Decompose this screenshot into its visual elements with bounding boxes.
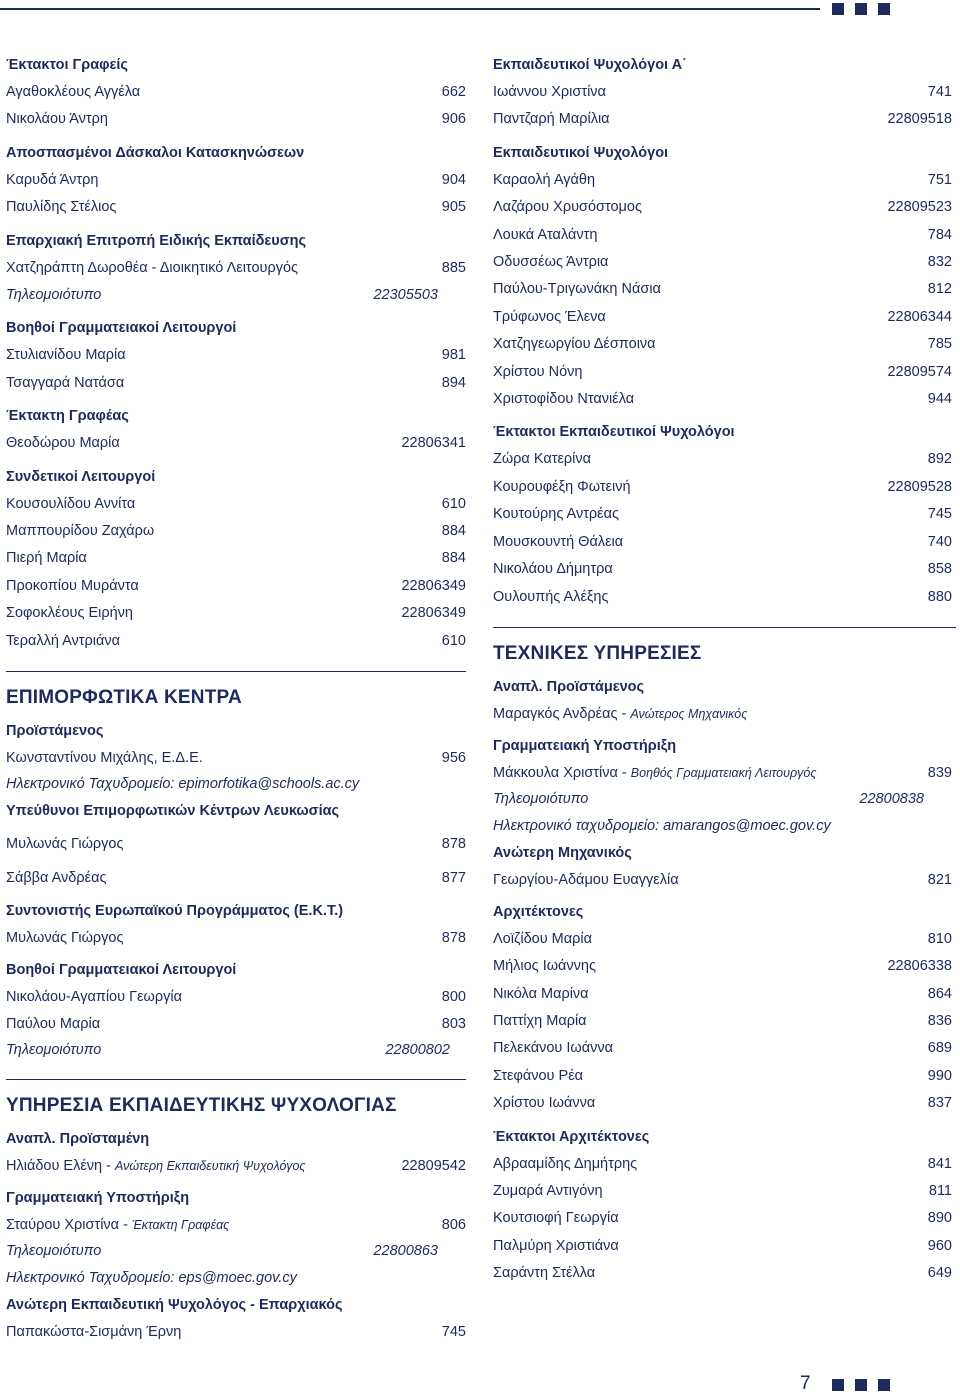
entry-number: 22806338 bbox=[887, 958, 952, 975]
list-item bbox=[6, 600, 466, 627]
entry-number: 806 bbox=[441, 1217, 466, 1234]
entry-number: 836 bbox=[927, 1012, 952, 1029]
list-item bbox=[493, 953, 952, 980]
email-line: Ηλεκτρονικό ταχυδρομείο: amarangos@moec.gov.cy bbox=[493, 817, 831, 834]
section-title-psychology: ΥΠΗΡΕΣΙΑ ΕΚΠΑΙΔΕΥΤΙΚΗΣ ΨΥΧΟΛΟΓΙΑΣ bbox=[6, 1094, 397, 1116]
list-item bbox=[6, 342, 466, 369]
entry-name: Οδυσσέως Άντρια bbox=[493, 254, 609, 271]
entry-number: 892 bbox=[927, 451, 952, 468]
entry-number: 22806349 bbox=[401, 605, 466, 622]
list-item bbox=[493, 1090, 952, 1117]
list-item bbox=[493, 501, 952, 528]
section-title-epimorfotika: ΕΠΙΜΟΡΦΩΤΙΚΑ ΚΕΝΤΡΑ bbox=[6, 687, 242, 709]
entry-number: 22809528 bbox=[887, 478, 952, 495]
list-item bbox=[493, 1260, 952, 1287]
list-item bbox=[493, 926, 952, 953]
section-divider bbox=[493, 627, 956, 628]
left-groups bbox=[6, 52, 466, 655]
fax-label: Τηλεομοιότυπο bbox=[6, 1243, 102, 1260]
entry-number: 990 bbox=[927, 1067, 952, 1084]
list-item bbox=[6, 106, 466, 133]
list-item bbox=[493, 760, 952, 786]
entry-name: Μαππουρίδου Ζαχάρω bbox=[6, 523, 155, 540]
entry-name: Σοφοκλέους Ειρήνη bbox=[6, 605, 133, 622]
entry-number: 740 bbox=[927, 533, 952, 550]
entry-name: Λουκά Αταλάντη bbox=[493, 226, 598, 243]
group-heading: Έκτακτοι Εκπαιδευτικοί Ψυχολόγοι bbox=[493, 424, 735, 441]
fax-label: Τηλεομοιότυπο bbox=[6, 1041, 102, 1058]
page-number: 7 bbox=[800, 1373, 811, 1394]
entry-number: 960 bbox=[927, 1237, 952, 1254]
entry-name: Μυλωνάς Γιώργος bbox=[6, 930, 124, 947]
group-heading: Αναπλ. Προϊσταμένη bbox=[6, 1130, 150, 1147]
entry-name: Τρύφωνος Έλενα bbox=[493, 308, 606, 325]
decor-square bbox=[878, 1379, 890, 1391]
list-item bbox=[493, 1233, 952, 1260]
list-item bbox=[6, 255, 466, 282]
entry-number: 832 bbox=[927, 254, 952, 271]
group-heading: Αρχιτέκτονες bbox=[493, 903, 584, 920]
entry-name: Παύλου Μαρία bbox=[6, 1015, 101, 1032]
list-item bbox=[493, 1063, 952, 1090]
fax-row bbox=[6, 282, 466, 309]
entry-number: 839 bbox=[927, 765, 952, 782]
entry-number: 785 bbox=[927, 336, 952, 353]
list-item bbox=[493, 701, 952, 727]
list-item bbox=[493, 1008, 952, 1035]
list-item bbox=[493, 584, 952, 611]
section-divider bbox=[6, 671, 466, 672]
entry-number: 810 bbox=[927, 930, 952, 947]
group-heading: Επαρχιακή Επιτροπή Ειδικής Εκπαίδευσης bbox=[6, 232, 307, 249]
list-item bbox=[6, 925, 466, 951]
entry-name: Σάββα Ανδρέας bbox=[6, 869, 107, 886]
entry-role: Ανώτερη Εκπαιδευτική Ψυχολόγος bbox=[115, 1158, 306, 1173]
decor-square bbox=[855, 3, 867, 15]
right-groups bbox=[493, 52, 952, 611]
group-heading: Εκπαιδευτικοί Ψυχολόγοι Α΄ bbox=[493, 57, 687, 73]
list-item bbox=[493, 1178, 952, 1205]
entry-number: 858 bbox=[927, 561, 952, 578]
entry-number: 864 bbox=[927, 985, 952, 1002]
group-heading: Έκτακτοι Γραφείς bbox=[6, 57, 128, 73]
fax-number: 22800802 bbox=[385, 1041, 450, 1058]
entry-name: Θεοδώρου Μαρία bbox=[6, 435, 120, 452]
entry-name: Νικόλα Μαρίνα bbox=[493, 985, 589, 1002]
entry-number: 22806341 bbox=[401, 435, 466, 452]
list-item bbox=[493, 446, 952, 473]
entry-name: Χρίστου Ιωάννα bbox=[493, 1095, 596, 1112]
entry-number: 877 bbox=[441, 869, 466, 886]
entry-number: 751 bbox=[927, 171, 952, 188]
list-item bbox=[6, 573, 466, 600]
list-item bbox=[6, 984, 466, 1010]
entry-name: Παντζαρή Μαρίλια bbox=[493, 111, 610, 128]
entry-name: Μαραγκός Ανδρέας - Ανώτερος Μηχανικός bbox=[493, 705, 748, 722]
entry-name: Λαζάρου Χρυσόστομος bbox=[493, 199, 642, 216]
entry-number: 22809523 bbox=[887, 199, 952, 216]
entry-number: 894 bbox=[441, 374, 466, 391]
entry-name: Χατζηράπτη Δωροθέα - Διοικητικό Λειτουργός bbox=[6, 259, 299, 276]
top-rule bbox=[0, 8, 820, 10]
group-heading: Ανώτερη Μηχανικός bbox=[493, 844, 632, 861]
entry-number: 22809542 bbox=[401, 1157, 466, 1174]
entry-number: 689 bbox=[927, 1040, 952, 1057]
decor-square bbox=[878, 3, 890, 15]
entry-name: Λοϊζίδου Μαρία bbox=[493, 930, 592, 947]
entry-number: 890 bbox=[927, 1210, 952, 1227]
entry-name: Γεωργίου-Αδάμου Ευαγγελία bbox=[493, 871, 679, 888]
entry-number: 784 bbox=[927, 226, 952, 243]
entry-name: Μάκκουλα Χριστίνα - Βοηθός Γραμματειακή Λειτουργός bbox=[493, 765, 817, 782]
entry-name: Μήλιος Ιωάννης bbox=[493, 958, 596, 975]
fax-number: 22305503 bbox=[373, 287, 438, 304]
entry-name: Καραολή Αγάθη bbox=[493, 171, 596, 188]
fax-number: 22800838 bbox=[859, 791, 924, 808]
list-item bbox=[6, 430, 466, 457]
group-heading: Συνδετικοί Λειτουργοί bbox=[6, 468, 156, 485]
group-heading: Έκτακτοι Αρχιτέκτονες bbox=[493, 1128, 650, 1145]
entry-number: 884 bbox=[441, 550, 466, 567]
group-heading: Εκπαιδευτικοί Ψυχολόγοι bbox=[493, 144, 669, 161]
entry-number: 22806344 bbox=[887, 308, 952, 325]
fax-label: Τηλεομοιότυπο bbox=[493, 791, 589, 808]
entry-name: Αβρααμίδης Δημήτρης bbox=[493, 1155, 638, 1172]
list-item bbox=[6, 1011, 466, 1037]
entry-number: 956 bbox=[441, 750, 466, 767]
entry-number: 800 bbox=[441, 989, 466, 1006]
entry-number: 904 bbox=[441, 171, 466, 188]
entry-name: Μουσκουντή Θάλεια bbox=[493, 533, 624, 550]
group-heading: Γραμματειακή Υποστήριξη bbox=[493, 738, 677, 755]
entry-name: Νικολάου Δήμητρα bbox=[493, 561, 613, 578]
fax-row bbox=[6, 1037, 466, 1063]
decor-square bbox=[832, 3, 844, 15]
entry-number: 880 bbox=[927, 588, 952, 605]
group-heading: Έκτακτη Γραφέας bbox=[6, 408, 129, 425]
entry-name: Τεραλλή Αντριάνα bbox=[6, 632, 121, 649]
entry-number: 878 bbox=[441, 930, 466, 947]
list-item bbox=[493, 359, 952, 386]
entry-name: Ιωάννου Χριστίνα bbox=[493, 84, 606, 100]
list-item bbox=[493, 194, 952, 221]
entry-role: Βοηθός Γραμματειακή Λειτουργός bbox=[630, 766, 817, 781]
entry-number: 884 bbox=[441, 523, 466, 540]
entry-number: 610 bbox=[441, 632, 466, 649]
entry-number: 610 bbox=[441, 495, 466, 512]
fax-row bbox=[493, 786, 952, 812]
group-heading: Αναπλ. Προϊστάμενος bbox=[493, 678, 645, 695]
list-item bbox=[493, 386, 952, 413]
entry-name: Χατζηγεωργίου Δέσποινα bbox=[493, 336, 656, 353]
entry-number: 22806349 bbox=[401, 577, 466, 594]
list-item bbox=[493, 529, 952, 556]
group-heading: Αποσπασμένοι Δάσκαλοι Κατασκηνώσεων bbox=[6, 144, 305, 161]
entry-number: 22809574 bbox=[887, 363, 952, 380]
entry-number: 745 bbox=[441, 1323, 466, 1340]
entry-number: 944 bbox=[927, 391, 952, 408]
entry-number: 885 bbox=[441, 259, 466, 276]
entry-role: Έκτακτη Γραφέας bbox=[131, 1218, 230, 1233]
list-item bbox=[493, 981, 952, 1008]
entry-name: Στεφάνου Ρέα bbox=[493, 1067, 584, 1084]
list-item bbox=[6, 745, 466, 771]
entry-name: Αγαθοκλέους Αγγέλα bbox=[6, 84, 141, 100]
entry-name: Μυλωνάς Γιώργος bbox=[6, 836, 124, 853]
list-item bbox=[6, 1153, 466, 1179]
list-item bbox=[6, 167, 466, 194]
entry-name: Νικολάου Άντρη bbox=[6, 111, 108, 128]
entry-name: Κουτούρης Αντρέας bbox=[493, 506, 620, 523]
list-item bbox=[6, 491, 466, 518]
section-divider bbox=[6, 1079, 466, 1080]
list-item bbox=[6, 370, 466, 397]
fax-number: 22800863 bbox=[373, 1243, 438, 1260]
list-item bbox=[493, 79, 952, 106]
list-item bbox=[493, 556, 952, 583]
left-column bbox=[6, 52, 466, 1345]
list-item bbox=[493, 1151, 952, 1178]
list-item bbox=[6, 79, 466, 106]
fax-label: Τηλεομοιότυπο bbox=[6, 287, 102, 304]
entry-name: Κουρουφέξη Φωτεινή bbox=[493, 478, 631, 495]
list-item bbox=[493, 331, 952, 358]
entry-name: Χριστοφίδου Ντανιέλα bbox=[493, 391, 635, 408]
entry-name: Στυλιανίδου Μαρία bbox=[6, 347, 126, 364]
entry-name: Παύλου-Τριγωνάκη Νάσια bbox=[493, 281, 661, 298]
list-item bbox=[493, 1035, 952, 1062]
entry-name: Ηλιάδου Ελένη - Ανώτερη Εκπαιδευτική Ψυχολόγος bbox=[6, 1157, 306, 1174]
list-item bbox=[493, 222, 952, 249]
entry-name: Κωνσταντίνου Μιχάλης, Ε.Δ.Ε. bbox=[6, 750, 203, 767]
group-heading: Συντονιστής Ευρωπαϊκού Προγράμματος (Ε.Κ.Τ.) bbox=[6, 903, 344, 920]
email-line: Ηλεκτρονικό Ταχυδρομείο: eps@moec.gov.cy bbox=[6, 1269, 297, 1286]
fax-row bbox=[6, 1238, 466, 1264]
entry-name: Κουσουλίδου Αννίτα bbox=[6, 495, 136, 512]
entry-name: Ζυμαρά Αντιγόνη bbox=[493, 1182, 603, 1199]
list-item bbox=[6, 1212, 466, 1238]
entry-number: 745 bbox=[927, 506, 952, 523]
entry-name: Παπακώστα-Σισμάνη Έρνη bbox=[6, 1323, 182, 1340]
entry-name: Χρίστου Νόνη bbox=[493, 363, 583, 380]
entry-number: 741 bbox=[927, 84, 952, 100]
group-heading: Βοηθοί Γραμματειακοί Λειτουργοί bbox=[6, 962, 237, 979]
entry-name: Πιερή Μαρία bbox=[6, 550, 87, 567]
entry-number: 811 bbox=[928, 1182, 952, 1199]
group-heading: Προϊστάμενος bbox=[6, 723, 104, 740]
entry-number: 905 bbox=[441, 199, 466, 216]
entry-name: Καρυδά Άντρη bbox=[6, 171, 99, 188]
entry-number: 812 bbox=[927, 281, 952, 298]
entry-name: Παττίχη Μαρία bbox=[493, 1012, 587, 1029]
list-item bbox=[493, 304, 952, 331]
entry-name: Ζώρα Κατερίνα bbox=[493, 451, 592, 468]
list-item bbox=[6, 831, 466, 858]
entry-name: Νικολάου-Αγαπίου Γεωργία bbox=[6, 989, 182, 1006]
entry-number: 878 bbox=[441, 836, 466, 853]
list-item bbox=[6, 628, 466, 655]
list-item bbox=[493, 167, 952, 194]
list-item bbox=[6, 1319, 466, 1345]
entry-name: Κουτσιοφή Γεωργία bbox=[493, 1210, 619, 1227]
entry-number: 662 bbox=[441, 84, 466, 100]
entry-name: Πελεκάνου Ιωάννα bbox=[493, 1040, 613, 1057]
entry-number: 821 bbox=[927, 871, 952, 888]
list-item bbox=[493, 474, 952, 501]
entry-name: Τσαγγαρά Νατάσα bbox=[6, 374, 125, 391]
entry-name: Παυλίδης Στέλιος bbox=[6, 199, 117, 216]
email-line: Ηλεκτρονικό Ταχυδρομείο: epimorfotika@schools.ac.cy bbox=[6, 776, 360, 793]
group-heading: Βοηθοί Γραμματειακοί Λειτουργοί bbox=[6, 320, 237, 337]
list-item bbox=[6, 545, 466, 572]
list-item bbox=[493, 276, 952, 303]
list-item bbox=[493, 106, 952, 133]
section-title-technical: ΤΕΧΝΙΚΕΣ ΥΠΗΡΕΣΙΕΣ bbox=[493, 642, 702, 664]
entry-number: 803 bbox=[441, 1015, 466, 1032]
list-item bbox=[6, 518, 466, 545]
group-heading: Υπεύθυνοι Επιμορφωτικών Κέντρων Λευκωσίας bbox=[6, 803, 340, 820]
group-heading: Γραμματειακή Υποστήριξη bbox=[6, 1190, 190, 1207]
list-item bbox=[6, 194, 466, 221]
entry-name: Ουλουπής Αλέξης bbox=[493, 588, 609, 605]
decor-square bbox=[855, 1379, 867, 1391]
group-heading: Ανώτερη Εκπαιδευτική Ψυχολόγος - Επαρχιακός bbox=[6, 1296, 343, 1313]
entry-name: Παλμύρη Χριστιάνα bbox=[493, 1237, 619, 1254]
entry-number: 22809518 bbox=[887, 111, 952, 128]
list-item bbox=[493, 1205, 952, 1232]
decor-square bbox=[832, 1379, 844, 1391]
entry-role: Ανώτερος Μηχανικός bbox=[630, 706, 748, 721]
entry-number: 906 bbox=[441, 111, 466, 128]
right-groups-2 bbox=[493, 899, 952, 1288]
entry-name: Σαράντη Στέλλα bbox=[493, 1265, 596, 1282]
entry-number: 837 bbox=[927, 1095, 952, 1112]
list-item bbox=[493, 867, 952, 893]
right-column bbox=[493, 52, 952, 1288]
entry-number: 649 bbox=[927, 1265, 952, 1282]
entry-number: 841 bbox=[927, 1155, 952, 1172]
entry-name: Προκοπίου Μυράντα bbox=[6, 577, 139, 594]
entry-number: 981 bbox=[441, 347, 466, 364]
list-item bbox=[6, 865, 466, 892]
list-item bbox=[493, 249, 952, 276]
entry-name: Σταύρου Χριστίνα - Έκτακτη Γραφέας bbox=[6, 1217, 230, 1234]
